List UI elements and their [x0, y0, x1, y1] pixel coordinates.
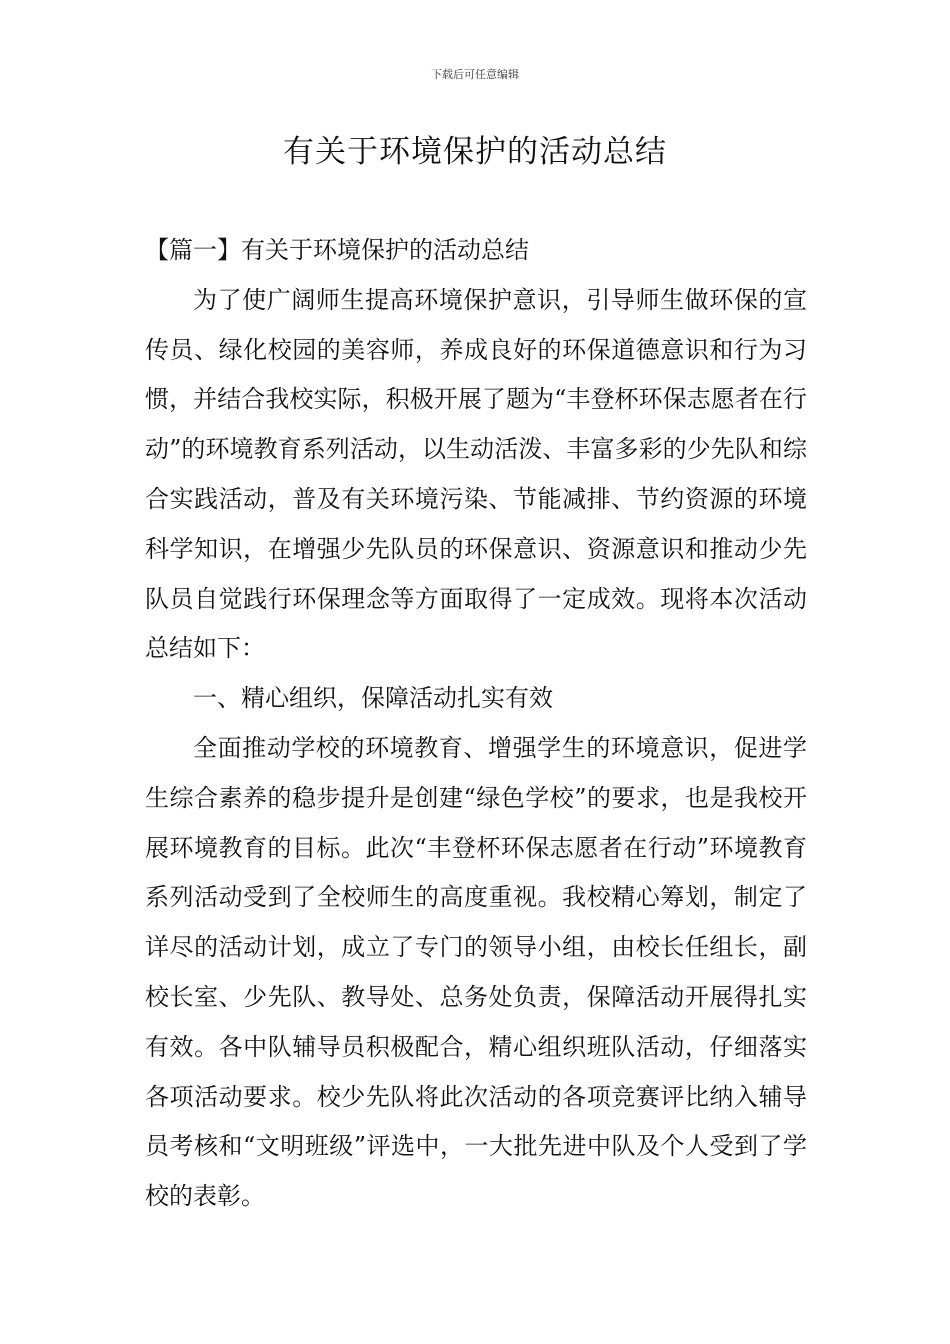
- document-title: 有关于环境保护的活动总结: [283, 134, 667, 170]
- document-body: [145, 226, 807, 1222]
- paragraph-heading-one: 一、精心组织，保障活动扎实有效: [193, 684, 553, 713]
- section-label: 【篇一】有关于环境保护的活动总结: [145, 236, 529, 264]
- paragraph-organization: 全面推动学校的环境教育、增强学生的环境意识，促进学生综合素养的稳步提升是创建“绿色学校”的要求，也是我校开展环境教育的目标。此次“丰登杯环保志愿者在行动”环境教育系列活动受到了全校师生的高度重视。我校精心筹划，制定了详尽的活动计划，成立了专门的领导小组，由校长任组长，副校长室、少先队、教导处、总务处负责，保障活动开展得扎实有效。各中队辅导员积极配合，精心组织班队活动，仔细落实各项活动要求。校少先队将此次活动的各项竞赛评比纳入辅导员考核和“文明班级”评选中，一大批先进中队及个人受到了学校的表彰。: [145, 733, 807, 1211]
- header-note: 下载后可任意编辑: [431, 68, 519, 81]
- paragraph-intro: 为了使广阔师生提高环境保护意识，引导师生做环保的宣传员、绿化校园的美容师，养成良好的环保道德意识和行为习惯，并结合我校实际，积极开展了题为“丰登杯环保志愿者在行动”的环境教育系列活动，以生动活泼、丰富多彩的少先队和综合实践活动，普及有关环境污染、节能减排、节约资源的环境科学知识，在增强少先队员的环保意识、资源意识和推动少先队员自觉践行环保理念等方面取得了一定成效。现将本次活动总结如下：: [145, 285, 807, 663]
